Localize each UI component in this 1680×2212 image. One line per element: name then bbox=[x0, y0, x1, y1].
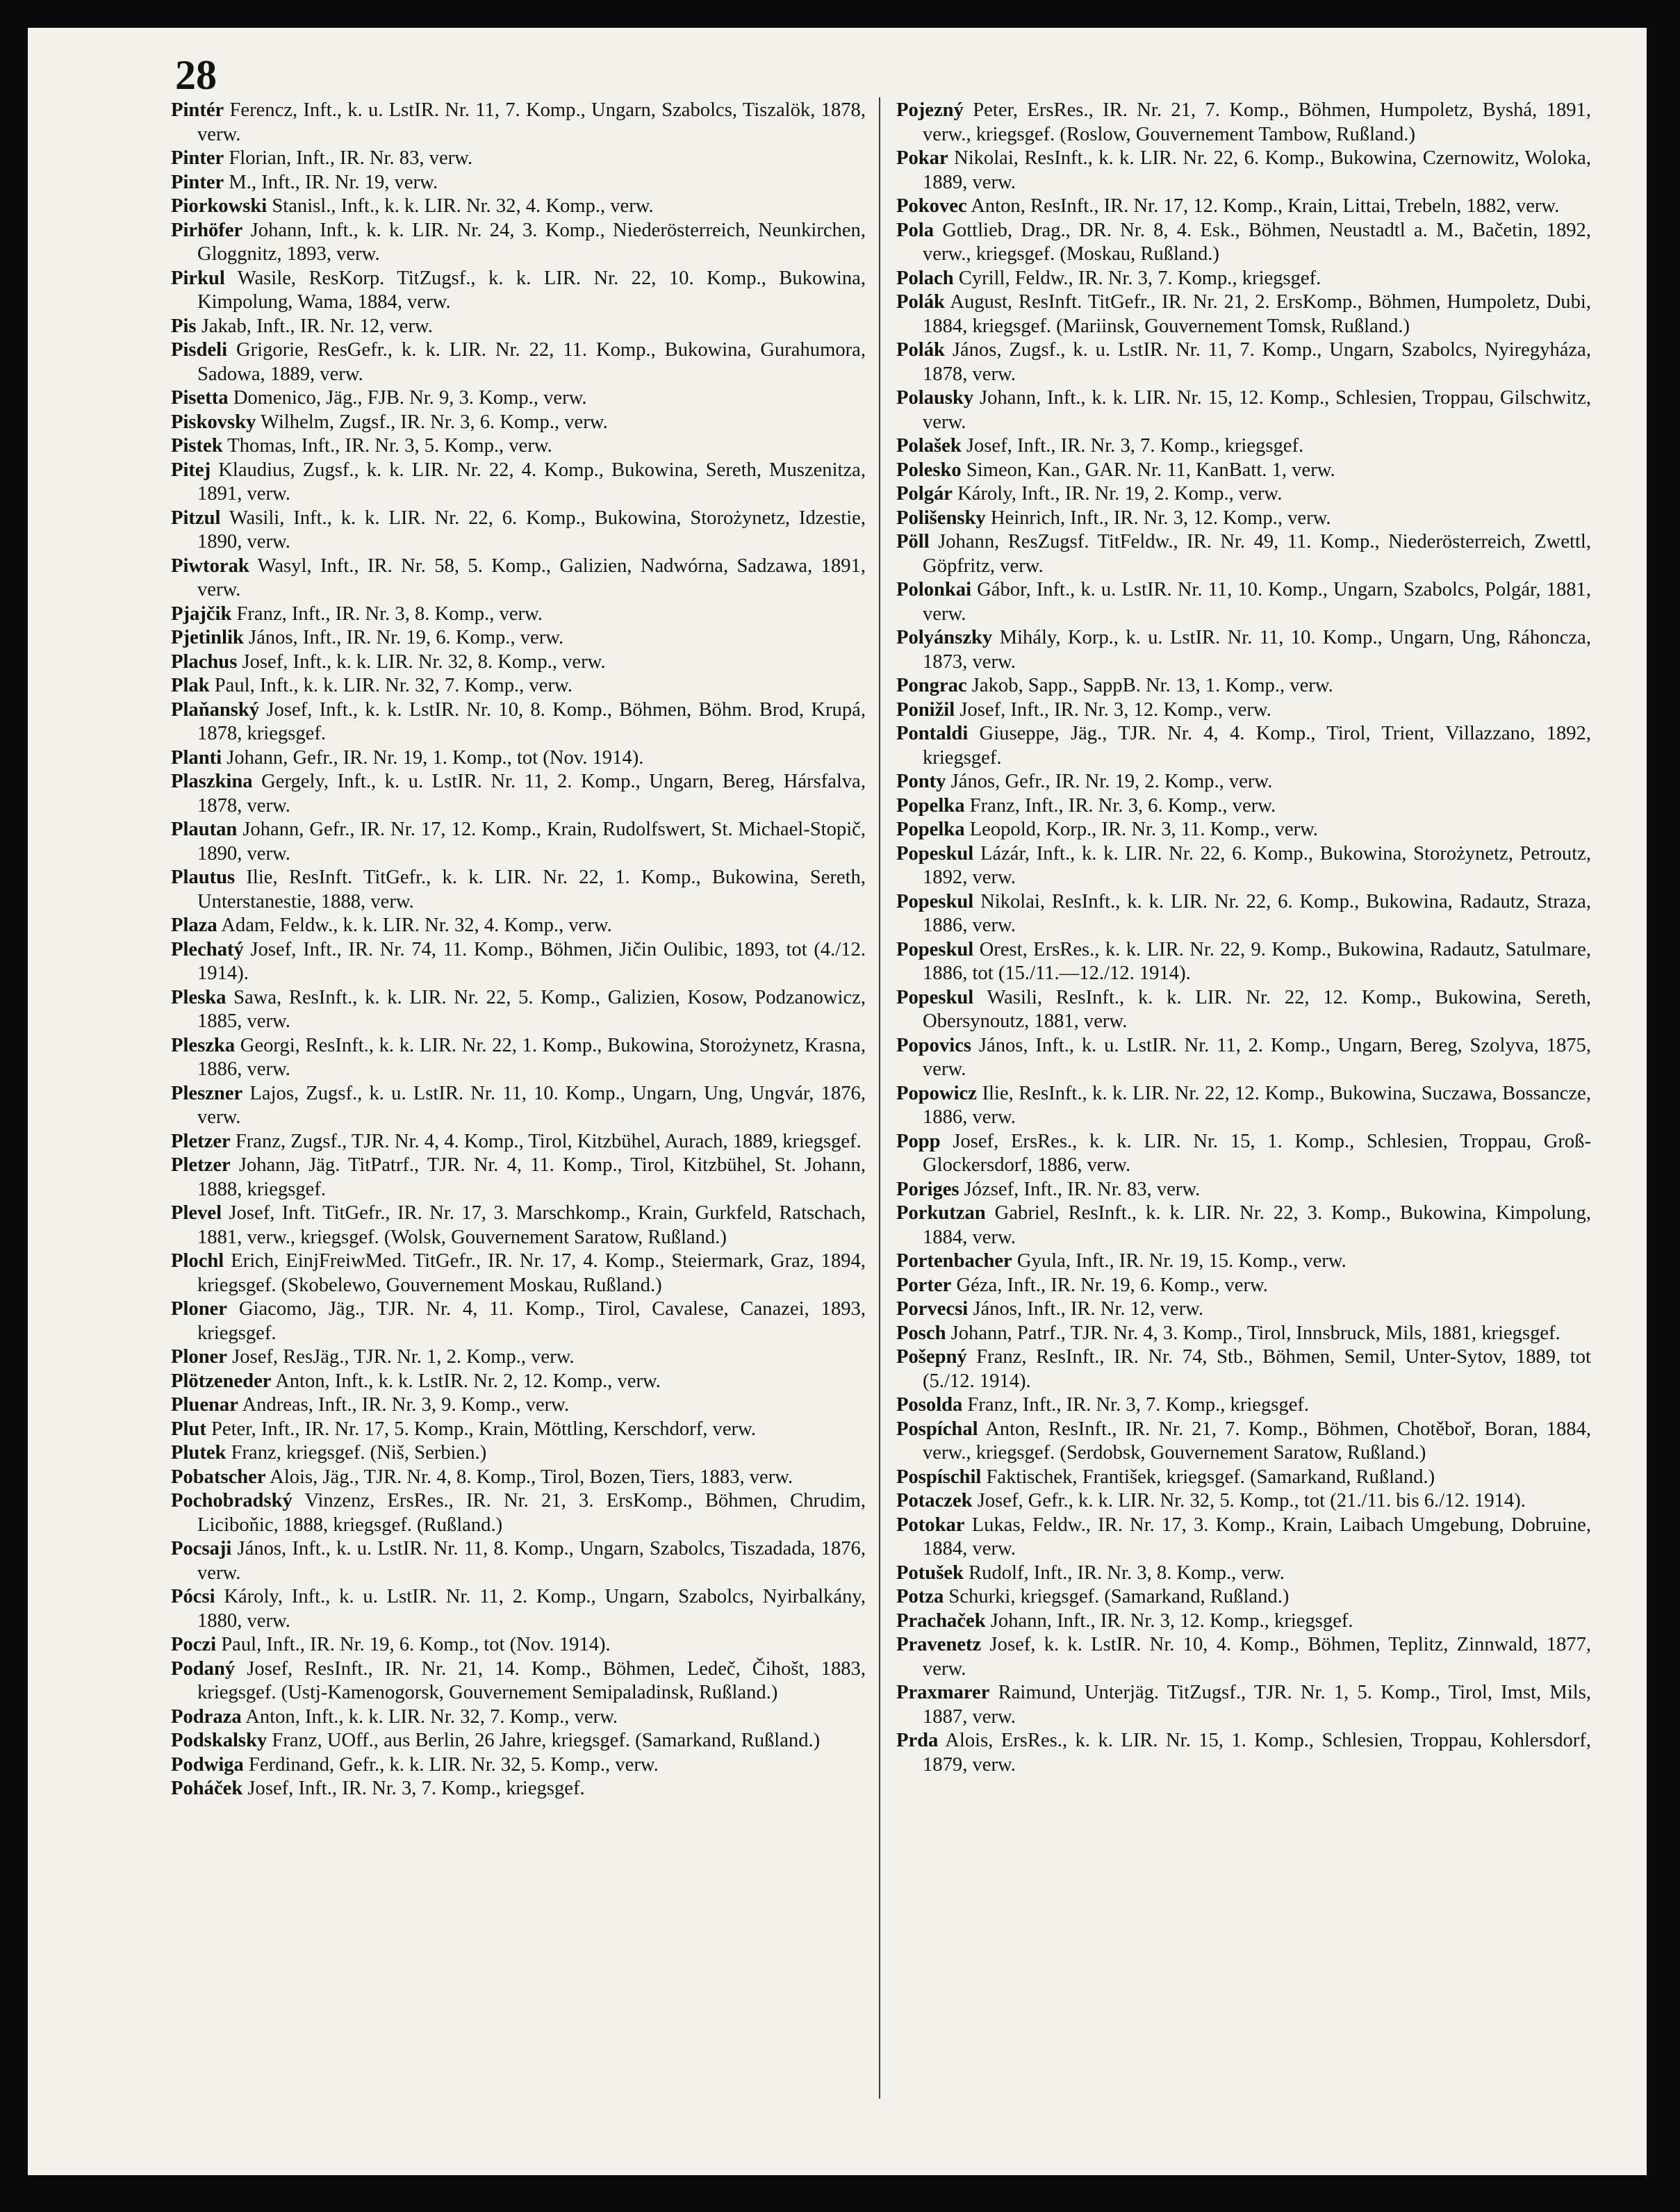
list-item bbox=[171, 171, 866, 195]
entry-surname: Podwiga bbox=[171, 1753, 244, 1776]
list-item bbox=[171, 914, 866, 938]
list-item bbox=[171, 1154, 866, 1202]
entry-details: Vinzenz, ErsRes., IR. Nr. 21, 3. ErsKomp., Böhmen, Chrudim, Liciboňic, 1888, kriegsgef. (Rußland.) bbox=[197, 1490, 866, 1536]
entry-surname: Pobatscher bbox=[171, 1466, 266, 1488]
entry-surname: Porvecsi bbox=[896, 1298, 969, 1320]
entry-details: Géza, Inft., IR. Nr. 19, 6. Komp., verw. bbox=[951, 1274, 1268, 1296]
entry-surname: Pleszner bbox=[171, 1082, 243, 1104]
entry-details: Franz, Inft., IR. Nr. 3, 6. Komp., verw. bbox=[964, 794, 1276, 817]
list-item bbox=[896, 99, 1591, 147]
entry-details: Paul, Inft., IR. Nr. 19, 6. Komp., tot (Nov. 1914). bbox=[216, 1634, 611, 1655]
entry-details: Nikolai, ResInft., k. k. LIR. Nr. 22, 6. Komp., Bukowina, Czernowitz, Woloka, 1889, verw. bbox=[923, 147, 1591, 193]
entry-surname: Podskalsky bbox=[171, 1730, 267, 1751]
entry-details: Josef, ResJäg., TJR. Nr. 1, 2. Komp., verw. bbox=[227, 1346, 575, 1368]
entry-details: Franz, ResInft., IR. Nr. 74, Stb., Böhmen, Semil, Unter-Sytov, 1889, tot (5./12. 1914). bbox=[923, 1346, 1591, 1392]
list-item bbox=[171, 603, 866, 627]
entry-surname: Plaňanský bbox=[171, 698, 260, 721]
list-item bbox=[896, 147, 1591, 195]
entry-surname: Polák bbox=[896, 339, 945, 361]
entry-details: Johann, Inft., k. k. LIR. Nr. 24, 3. Komp., Niederösterreich, Neunkirchen, Gloggnitz, 1893, verw. bbox=[197, 219, 866, 265]
list-item bbox=[896, 1585, 1591, 1609]
entry-surname: Polišensky bbox=[896, 507, 986, 529]
entry-details: Josef, Inft., k. k. LIR. Nr. 32, 8. Komp., verw. bbox=[237, 650, 606, 673]
entry-details: Johann, Gefr., IR. Nr. 19, 1. Komp., tot (Nov. 1914). bbox=[222, 746, 644, 769]
entry-details: Wasile, ResKorp. TitZugsf., k. k. LIR. Nr. 22, 10. Komp., Bukowina, Kimpolung, Wama, 1884, verw. bbox=[197, 267, 866, 313]
entry-surname: Pleska bbox=[171, 986, 227, 1008]
list-item bbox=[171, 1297, 866, 1345]
entry-details: Lajos, Zugsf., k. u. LstIR. Nr. 11, 10. Komp., Ungarn, Ung, Ungvár, 1876, verw. bbox=[197, 1082, 866, 1128]
list-item bbox=[896, 1345, 1591, 1393]
entry-surname: Pinter bbox=[171, 171, 224, 193]
list-item bbox=[896, 698, 1591, 723]
entry-details: Gabriel, ResInft., k. k. LIR. Nr. 22, 3. Komp., Bukowina, Kimpolung, 1884, verw. bbox=[923, 1202, 1591, 1248]
entry-details: János, Inft., IR. Nr. 19, 6. Komp., verw. bbox=[243, 627, 564, 648]
entry-details: Giuseppe, Jäg., TJR. Nr. 4, 4. Komp., Tirol, Trient, Villazzano, 1892, kriegsgef. bbox=[923, 723, 1591, 769]
list-item bbox=[171, 1393, 866, 1418]
entry-surname: Plechatý bbox=[171, 938, 244, 960]
entry-surname: Popeskul bbox=[896, 986, 974, 1008]
list-item bbox=[171, 1777, 866, 1801]
entry-surname: Polausky bbox=[896, 387, 974, 409]
entry-details: Josef, Inft., IR. Nr. 3, 7. Komp., kriegsgef. bbox=[961, 435, 1304, 457]
list-item bbox=[171, 674, 866, 698]
entry-details: Anton, Inft., k. k. LIR. Nr. 32, 7. Komp., verw. bbox=[241, 1705, 618, 1728]
entry-details: Johann, Patrf., TJR. Nr. 4, 3. Komp., Tirol, Innsbruck, Mils, 1881, kriegsgef. bbox=[946, 1322, 1560, 1344]
entry-surname: Pirkul bbox=[171, 267, 225, 289]
entry-details: Josef, Inft., IR. Nr. 3, 7. Komp., kriegsgef. bbox=[242, 1778, 585, 1799]
entry-surname: Popelka bbox=[896, 794, 965, 817]
list-item bbox=[896, 459, 1591, 483]
list-item bbox=[171, 386, 866, 411]
entry-surname: Porter bbox=[896, 1274, 952, 1296]
entry-details: Wilhelm, Zugsf., IR. Nr. 3, 6. Komp., verw. bbox=[256, 411, 608, 433]
entry-surname: Posolda bbox=[896, 1394, 963, 1416]
entry-surname: Podraza bbox=[171, 1705, 242, 1728]
entry-surname: Polák bbox=[896, 291, 945, 313]
entry-details: Schurki, kriegsgef. (Samarkand, Rußland.) bbox=[944, 1586, 1290, 1607]
entry-details: Orest, ErsRes., k. k. LIR. Nr. 22, 9. Komp., Bukowina, Radautz, Satulmare, 1886, tot (15./11.—12./12. 1914). bbox=[923, 938, 1591, 984]
list-item bbox=[896, 890, 1591, 938]
list-item bbox=[896, 674, 1591, 698]
list-item bbox=[171, 315, 866, 339]
entry-details: Anton, ResInft., IR. Nr. 17, 12. Komp., Krain, Littai, Trebeln, 1882, verw. bbox=[966, 195, 1560, 217]
entry-surname: Potaczek bbox=[896, 1490, 973, 1511]
entry-details: Johann, Inft., k. k. LIR. Nr. 15, 12. Komp., Schlesien, Troppau, Gilschwitz, verw. bbox=[923, 387, 1591, 433]
left-column bbox=[171, 99, 866, 1801]
entry-surname: Portenbacher bbox=[896, 1250, 1012, 1272]
entry-surname: Plak bbox=[171, 675, 210, 696]
list-item bbox=[171, 1633, 866, 1657]
list-item bbox=[896, 842, 1591, 890]
entry-surname: Plaza bbox=[171, 915, 217, 936]
entry-surname: Pola bbox=[896, 219, 934, 241]
entry-surname: Pochobradský bbox=[171, 1490, 293, 1511]
list-item bbox=[171, 1729, 866, 1753]
entry-details: Andreas, Inft., IR. Nr. 3, 9. Komp., verw. bbox=[238, 1394, 570, 1416]
entry-details: János, Inft., IR. Nr. 12, verw. bbox=[968, 1298, 1204, 1320]
entry-details: Faktischek, František, kriegsgef. (Samarkand, Rußland.) bbox=[981, 1466, 1435, 1488]
entry-surname: Pravenetz bbox=[896, 1634, 982, 1655]
entry-surname: Pjajčik bbox=[171, 603, 232, 625]
list-item bbox=[171, 507, 866, 555]
entry-details: Peter, Inft., IR. Nr. 17, 5. Komp., Krain, Möttling, Kerschdorf, verw. bbox=[206, 1418, 756, 1440]
right-column bbox=[896, 99, 1591, 1777]
list-item bbox=[896, 1250, 1591, 1274]
list-item bbox=[171, 99, 866, 147]
entry-details: Stanisl., Inft., k. k. LIR. Nr. 32, 4. Komp., verw. bbox=[267, 195, 654, 217]
list-item bbox=[896, 1609, 1591, 1634]
list-item bbox=[896, 1562, 1591, 1586]
list-item bbox=[171, 1250, 866, 1297]
list-item bbox=[896, 722, 1591, 770]
list-item bbox=[171, 434, 866, 459]
list-item bbox=[171, 1585, 866, 1633]
entry-surname: Plut bbox=[171, 1418, 206, 1440]
entry-details: János, Gefr., IR. Nr. 19, 2. Komp., verw. bbox=[946, 771, 1273, 792]
entry-surname: Popelka bbox=[896, 819, 965, 840]
list-item bbox=[896, 195, 1591, 219]
entry-details: Cyrill, Feldw., IR. Nr. 3, 7. Komp., kriegsgef. bbox=[953, 267, 1321, 289]
list-item bbox=[171, 938, 866, 986]
list-item bbox=[896, 482, 1591, 507]
entry-details: Domenico, Jäg., FJB. Nr. 9, 3. Komp., verw. bbox=[228, 387, 587, 409]
entry-surname: Plötzeneder bbox=[171, 1370, 272, 1392]
entry-surname: Podaný bbox=[171, 1657, 236, 1680]
entry-surname: Pintér bbox=[171, 99, 224, 121]
entry-details: Jakob, Sapp., SappB. Nr. 13, 1. Komp., verw. bbox=[966, 675, 1333, 696]
list-item bbox=[896, 1274, 1591, 1298]
entry-details: Wasyl, Inft., IR. Nr. 58, 5. Komp., Galizien, Nadwórna, Sadzawa, 1891, verw. bbox=[197, 555, 866, 600]
entry-details: Gyula, Inft., IR. Nr. 19, 15. Komp., verw. bbox=[1012, 1250, 1347, 1272]
entry-surname: Pisdeli bbox=[171, 339, 228, 361]
entry-surname: Pletzer bbox=[171, 1154, 231, 1176]
list-item bbox=[171, 770, 866, 818]
entry-surname: Polach bbox=[896, 267, 954, 289]
entry-surname: Porkutzan bbox=[896, 1202, 986, 1224]
list-item bbox=[896, 1034, 1591, 1082]
entry-details: Gottlieb, Drag., DR. Nr. 8, 4. Esk., Böhmen, Neustadtl a. M., Bačetin, 1892, verw., kriegsgef. (Moskau, Rußland.) bbox=[923, 219, 1591, 265]
entry-surname: Pöll bbox=[896, 531, 930, 552]
list-item bbox=[171, 555, 866, 603]
column-divider bbox=[879, 97, 880, 2099]
entry-details: Ilie, ResInft. TitGefr., k. k. LIR. Nr. 22, 1. Komp., Bukowina, Sereth, Unterstanestie, 1888, verw. bbox=[197, 867, 866, 912]
entry-details: Anton, ResInft., IR. Nr. 21, 7. Komp., Böhmen, Chotěboř, Boran, 1884, verw., kriegsgef. (Serdobsk, Gouvernement Saratow, Rußland.) bbox=[923, 1418, 1591, 1464]
entry-surname: Pirhöfer bbox=[171, 219, 243, 241]
entry-surname: Pócsi bbox=[171, 1586, 215, 1607]
entry-surname: Pongrac bbox=[896, 675, 967, 696]
entry-surname: Pjetinlik bbox=[171, 627, 244, 648]
list-item bbox=[896, 938, 1591, 986]
entry-details: Paul, Inft., k. k. LIR. Nr. 32, 7. Komp., verw. bbox=[209, 675, 573, 696]
list-item bbox=[171, 1705, 866, 1730]
entry-surname: Pokovec bbox=[896, 195, 967, 217]
list-item bbox=[171, 746, 866, 771]
entry-details: Leopold, Korp., IR. Nr. 3, 11. Komp., verw. bbox=[964, 819, 1319, 840]
list-item bbox=[171, 267, 866, 315]
list-item bbox=[896, 770, 1591, 794]
entry-surname: Praxmarer bbox=[896, 1682, 990, 1703]
entry-surname: Pinter bbox=[171, 147, 224, 169]
entry-surname: Piskovsky bbox=[171, 411, 256, 433]
entry-details: Josef, k. k. LstIR. Nr. 10, 4. Komp., Böhmen, Teplitz, Zinnwald, 1877, verw. bbox=[923, 1634, 1591, 1680]
entry-details: Wasili, ResInft., k. k. LIR. Nr. 22, 12. Komp., Bukowina, Sereth, Obersynoutz, 1881, verw. bbox=[923, 986, 1591, 1032]
list-item bbox=[896, 434, 1591, 459]
entry-surname: Polesko bbox=[896, 459, 962, 481]
entry-details: Ilie, ResInft., k. k. LIR. Nr. 22, 12. Komp., Bukowina, Suczawa, Bossancze, 1886, verw. bbox=[923, 1082, 1591, 1128]
entry-details: Alois, Jäg., TJR. Nr. 4, 8. Komp., Tirol, Bozen, Tiers, 1883, verw. bbox=[265, 1466, 793, 1488]
entry-details: Franz, Inft., IR. Nr. 3, 8. Komp., verw. bbox=[231, 603, 543, 625]
entry-surname: Potokar bbox=[896, 1514, 965, 1536]
entry-details: Alois, ErsRes., k. k. LIR. Nr. 15, 1. Komp., Schlesien, Troppau, Kohlersdorf, 1879, verw. bbox=[923, 1730, 1591, 1776]
list-item bbox=[171, 1034, 866, 1082]
entry-details: Johann, Jäg. TitPatrf., TJR. Nr. 4, 11. Komp., Tirol, Kitzbühel, St. Johann, 1888, kriegsgef. bbox=[197, 1154, 866, 1200]
entry-details: M., Inft., IR. Nr. 19, verw. bbox=[224, 171, 438, 193]
list-item bbox=[896, 1489, 1591, 1514]
list-item bbox=[896, 290, 1591, 338]
entry-details: Lázár, Inft., k. k. LIR. Nr. 22, 6. Komp., Bukowina, Storożynetz, Petroutz, 1892, verw. bbox=[923, 842, 1591, 888]
list-item bbox=[171, 1370, 866, 1394]
list-item bbox=[896, 818, 1591, 842]
list-item bbox=[896, 1082, 1591, 1130]
entry-surname: Poháček bbox=[171, 1778, 243, 1799]
entry-surname: Polyánszky bbox=[896, 627, 993, 648]
document-page bbox=[28, 28, 1647, 2175]
list-item bbox=[896, 1202, 1591, 1250]
list-item bbox=[896, 386, 1591, 434]
list-item bbox=[896, 530, 1591, 578]
entry-details: Josef, Inft., IR. Nr. 3, 12. Komp., verw. bbox=[955, 698, 1271, 721]
list-item bbox=[896, 219, 1591, 267]
entry-surname: Pošepný bbox=[896, 1346, 967, 1368]
entry-surname: Poriges bbox=[896, 1178, 960, 1200]
entry-details: József, Inft., IR. Nr. 83, verw. bbox=[959, 1178, 1201, 1200]
list-item bbox=[171, 1753, 866, 1778]
entry-surname: Piorkowski bbox=[171, 195, 267, 217]
list-item bbox=[171, 986, 866, 1034]
entry-surname: Popp bbox=[896, 1130, 941, 1152]
entry-details: Simeon, Kan., GAR. Nr. 11, KanBatt. 1, verw. bbox=[961, 459, 1335, 481]
entry-surname: Pitej bbox=[171, 459, 211, 481]
entry-details: Károly, Inft., k. u. LstIR. Nr. 11, 2. Komp., Ungarn, Szabolcs, Nyirbalkány, 1880, verw. bbox=[197, 1586, 866, 1632]
entry-surname: Popovics bbox=[896, 1034, 972, 1056]
entry-details: Rudolf, Inft., IR. Nr. 3, 8. Komp., verw. bbox=[963, 1562, 1285, 1584]
entry-details: Peter, ErsRes., IR. Nr. 21, 7. Komp., Böhmen, Humpoletz, Byshá, 1891, verw., kriegsgef. (Roslow, Gouvernement Tambow, Rußland.) bbox=[923, 99, 1591, 145]
entry-surname: Plachus bbox=[171, 650, 238, 673]
entry-details: János, Inft., k. u. LstIR. Nr. 11, 2. Komp., Ungarn, Bereg, Szolyva, 1875, verw. bbox=[923, 1034, 1591, 1080]
entry-surname: Planti bbox=[171, 746, 222, 769]
list-item bbox=[896, 338, 1591, 386]
list-item bbox=[171, 1082, 866, 1130]
entry-details: Károly, Inft., IR. Nr. 19, 2. Komp., verw. bbox=[953, 483, 1283, 505]
entry-surname: Pisetta bbox=[171, 387, 229, 409]
entry-surname: Plevel bbox=[171, 1202, 222, 1224]
list-item bbox=[171, 459, 866, 507]
entry-details: Grigorie, ResGefr., k. k. LIR. Nr. 22, 11. Komp., Bukowina, Gurahumora, Sadowa, 1889, verw. bbox=[197, 339, 866, 385]
entry-details: Franz, kriegsgef. (Niš, Serbien.) bbox=[226, 1442, 487, 1464]
entry-surname: Plautan bbox=[171, 819, 238, 840]
list-item bbox=[171, 818, 866, 866]
list-item bbox=[896, 1178, 1591, 1202]
entry-surname: Pluenar bbox=[171, 1394, 238, 1416]
entry-details: Giacomo, Jäg., TJR. Nr. 4, 11. Komp., Tirol, Cavalese, Canazei, 1893, kriegsgef. bbox=[197, 1298, 866, 1344]
entry-surname: Pokar bbox=[896, 147, 948, 169]
list-item bbox=[171, 411, 866, 435]
entry-surname: Potušek bbox=[896, 1562, 964, 1584]
list-item bbox=[171, 866, 866, 914]
entry-surname: Pitzul bbox=[171, 507, 221, 529]
list-item bbox=[896, 986, 1591, 1034]
entry-details: Lukas, Feldw., IR. Nr. 17, 3. Komp., Krain, Laibach Umgebung, Dobruine, 1884, verw. bbox=[923, 1514, 1591, 1559]
list-item bbox=[171, 1418, 866, 1442]
list-item bbox=[896, 626, 1591, 674]
entry-surname: Pistek bbox=[171, 435, 223, 457]
list-item bbox=[896, 1297, 1591, 1322]
entry-details: Josef, Gefr., k. k. LIR. Nr. 32, 5. Komp., tot (21./11. bis 6./12. 1914). bbox=[972, 1490, 1526, 1511]
entry-details: Gergely, Inft., k. u. LstIR. Nr. 11, 2. Komp., Ungarn, Bereg, Hársfalva, 1878, verw. bbox=[197, 771, 866, 817]
entry-surname: Plaszkina bbox=[171, 771, 253, 792]
entry-details: Johann, ResZugsf. TitFeldw., IR. Nr. 49, 11. Komp., Niederösterreich, Zwettl, Göpfritz, verw. bbox=[923, 531, 1591, 577]
entry-surname: Popeskul bbox=[896, 938, 974, 960]
entry-surname: Plautus bbox=[171, 867, 236, 888]
entry-details: Gábor, Inft., k. u. LstIR. Nr. 11, 10. Komp., Ungarn, Szabolcs, Polgár, 1881, verw. bbox=[923, 579, 1591, 625]
entry-details: Johann, Inft., IR. Nr. 3, 12. Komp., kriegsgef. bbox=[985, 1609, 1353, 1632]
entry-surname: Pocsaji bbox=[171, 1538, 232, 1559]
entry-surname: Ploner bbox=[171, 1298, 227, 1320]
list-item bbox=[171, 650, 866, 675]
entry-details: Mihály, Korp., k. u. LstIR. Nr. 11, 10. Komp., Ungarn, Ung, Ráhoncza, 1873, verw. bbox=[923, 627, 1591, 673]
entry-details: János, Inft., k. u. LstIR. Nr. 11, 8. Komp., Ungarn, Szabolcs, Tiszadada, 1876, verw. bbox=[197, 1538, 866, 1584]
entry-details: Georgi, ResInft., k. k. LIR. Nr. 22, 1. Komp., Bukowina, Storożynetz, Krasna, 1886, verw. bbox=[197, 1034, 866, 1080]
entry-surname: Pospíchal bbox=[896, 1418, 978, 1440]
entry-surname: Plochl bbox=[171, 1250, 224, 1272]
entry-surname: Pojezný bbox=[896, 99, 964, 121]
entry-details: Josef, ErsRes., k. k. LIR. Nr. 15, 1. Komp., Schlesien, Troppau, Groß-Glockersdorf, 1886, verw. bbox=[923, 1130, 1591, 1176]
entry-details: Franz, Inft., IR. Nr. 3, 7. Komp., kriegsgef. bbox=[962, 1394, 1310, 1416]
entry-surname: Ponižil bbox=[896, 698, 955, 721]
list-item bbox=[171, 1345, 866, 1370]
entry-surname: Popowicz bbox=[896, 1082, 977, 1104]
list-item bbox=[171, 147, 866, 171]
entry-surname: Posch bbox=[896, 1322, 946, 1344]
entry-details: Florian, Inft., IR. Nr. 83, verw. bbox=[224, 147, 473, 169]
entry-details: Franz, UOff., aus Berlin, 26 Jahre, kriegsgef. (Samarkand, Rußland.) bbox=[267, 1730, 821, 1751]
list-item bbox=[171, 195, 866, 219]
entry-details: Josef, Inft. TitGefr., IR. Nr. 17, 3. Marschkomp., Krain, Gurkfeld, Ratschach, 1881, verw., kriegsgef. (Wolsk, Gouvernement Saratow, Rußland.) bbox=[197, 1202, 866, 1248]
list-item bbox=[896, 1633, 1591, 1681]
entry-surname: Polašek bbox=[896, 435, 962, 457]
entry-details: Nikolai, ResInft., k. k. LIR. Nr. 22, 6. Komp., Bukowina, Radautz, Straza, 1886, verw. bbox=[923, 890, 1591, 936]
list-item bbox=[171, 626, 866, 650]
entry-details: Josef, Inft., k. k. LstIR. Nr. 10, 8. Komp., Böhmen, Böhm. Brod, Krupá, 1878, kriegsgef. bbox=[197, 698, 866, 744]
entry-surname: Pis bbox=[171, 315, 197, 337]
list-item bbox=[896, 1514, 1591, 1562]
entry-surname: Piwtorak bbox=[171, 555, 249, 577]
list-item bbox=[171, 1202, 866, 1250]
entry-surname: Poczi bbox=[171, 1634, 217, 1655]
entry-surname: Pontaldi bbox=[896, 723, 969, 744]
entry-details: Sawa, ResInft., k. k. LIR. Nr. 22, 5. Komp., Galizien, Kosow, Podzanowicz, 1885, verw. bbox=[197, 986, 866, 1032]
list-item bbox=[896, 507, 1591, 531]
entry-surname: Pletzer bbox=[171, 1130, 231, 1152]
entry-details: Josef, ResInft., IR. Nr. 21, 14. Komp., Böhmen, Ledeč, Čihošt, 1883, kriegsgef. (Ustj-Kamenogorsk, Gouvernement Semipaladinsk, Rußland.) bbox=[197, 1657, 866, 1703]
entry-details: Klaudius, Zugsf., k. k. LIR. Nr. 22, 4. Komp., Bukowina, Sereth, Muszenitza, 1891, verw. bbox=[197, 459, 866, 505]
list-item bbox=[896, 1418, 1591, 1466]
list-item bbox=[896, 267, 1591, 291]
list-item bbox=[171, 219, 866, 267]
list-item bbox=[171, 338, 866, 386]
entry-details: Raimund, Unterjäg. TitZugsf., TJR. Nr. 1, 5. Komp., Tirol, Imst, Mils, 1887, verw. bbox=[923, 1682, 1591, 1728]
entry-details: Josef, Inft., IR. Nr. 74, 11. Komp., Böhmen, Jičin Oulibic, 1893, tot (4./12. 1914). bbox=[197, 938, 866, 984]
list-item bbox=[171, 1657, 866, 1705]
list-item bbox=[171, 698, 866, 746]
list-item bbox=[896, 1681, 1591, 1729]
list-item bbox=[171, 1489, 866, 1537]
entry-surname: Polgár bbox=[896, 483, 953, 505]
list-item bbox=[171, 1130, 866, 1154]
entry-surname: Polonkai bbox=[896, 579, 972, 600]
list-item bbox=[896, 1393, 1591, 1418]
entry-details: Thomas, Inft., IR. Nr. 3, 5. Komp., verw. bbox=[222, 435, 552, 457]
entry-details: Ferdinand, Gefr., k. k. LIR. Nr. 32, 5. Komp., verw. bbox=[243, 1753, 659, 1776]
list-item bbox=[896, 578, 1591, 626]
entry-details: Franz, Zugsf., TJR. Nr. 4, 4. Komp., Tirol, Kitzbühel, Aurach, 1889, kriegsgef. bbox=[230, 1130, 862, 1152]
entry-surname: Potza bbox=[896, 1586, 944, 1607]
entry-details: Johann, Gefr., IR. Nr. 17, 12. Komp., Krain, Rudolfswert, St. Michael-Stopič, 1890, verw. bbox=[197, 819, 866, 865]
list-item bbox=[171, 1441, 866, 1466]
entry-details: Heinrich, Inft., IR. Nr. 3, 12. Komp., verw. bbox=[985, 507, 1331, 529]
list-item bbox=[896, 1466, 1591, 1490]
entry-details: Anton, Inft., k. k. LstIR. Nr. 2, 12. Komp., verw. bbox=[271, 1370, 661, 1392]
list-item bbox=[896, 794, 1591, 819]
entry-details: August, ResInft. TitGefr., IR. Nr. 21, 2. ErsKomp., Böhmen, Humpoletz, Dubi, 1884, kriegsgef. (Mariinsk, Gouvernement Tomsk, Rußland.) bbox=[923, 291, 1591, 337]
entry-details: Jakab, Inft., IR. Nr. 12, verw. bbox=[196, 315, 433, 337]
entry-surname: Ponty bbox=[896, 771, 946, 792]
entry-surname: Pleszka bbox=[171, 1034, 236, 1056]
entry-surname: Popeskul bbox=[896, 890, 974, 912]
list-item bbox=[896, 1729, 1591, 1777]
list-item bbox=[896, 1322, 1591, 1346]
page-number: 28 bbox=[175, 52, 217, 98]
entry-surname: Pospíschil bbox=[896, 1466, 982, 1488]
entry-surname: Popeskul bbox=[896, 842, 974, 865]
entry-details: János, Zugsf., k. u. LstIR. Nr. 11, 7. Komp., Ungarn, Szabolcs, Nyiregyháza, 1878, verw. bbox=[923, 339, 1591, 385]
entry-details: Erich, EinjFreiwMed. TitGefr., IR. Nr. 17, 4. Komp., Steiermark, Graz, 1894, kriegsgef. (Skobelewo, Gouvernement Moskau, Rußland.) bbox=[197, 1250, 866, 1296]
entry-surname: Plutek bbox=[171, 1442, 227, 1464]
entry-surname: Prachaček bbox=[896, 1609, 986, 1632]
list-item bbox=[171, 1466, 866, 1490]
list-item bbox=[171, 1537, 866, 1585]
entry-surname: Ploner bbox=[171, 1346, 227, 1368]
entry-surname: Prda bbox=[896, 1730, 939, 1751]
entry-details: Ferencz, Inft., k. u. LstIR. Nr. 11, 7. Komp., Ungarn, Szabolcs, Tiszalök, 1878, verw. bbox=[197, 99, 866, 145]
list-item bbox=[896, 1130, 1591, 1178]
entry-details: Wasili, Inft., k. k. LIR. Nr. 22, 6. Komp., Bukowina, Storożynetz, Idzestie, 1890, verw. bbox=[197, 507, 866, 552]
entry-details: Adam, Feldw., k. k. LIR. Nr. 32, 4. Komp., verw. bbox=[217, 915, 612, 936]
